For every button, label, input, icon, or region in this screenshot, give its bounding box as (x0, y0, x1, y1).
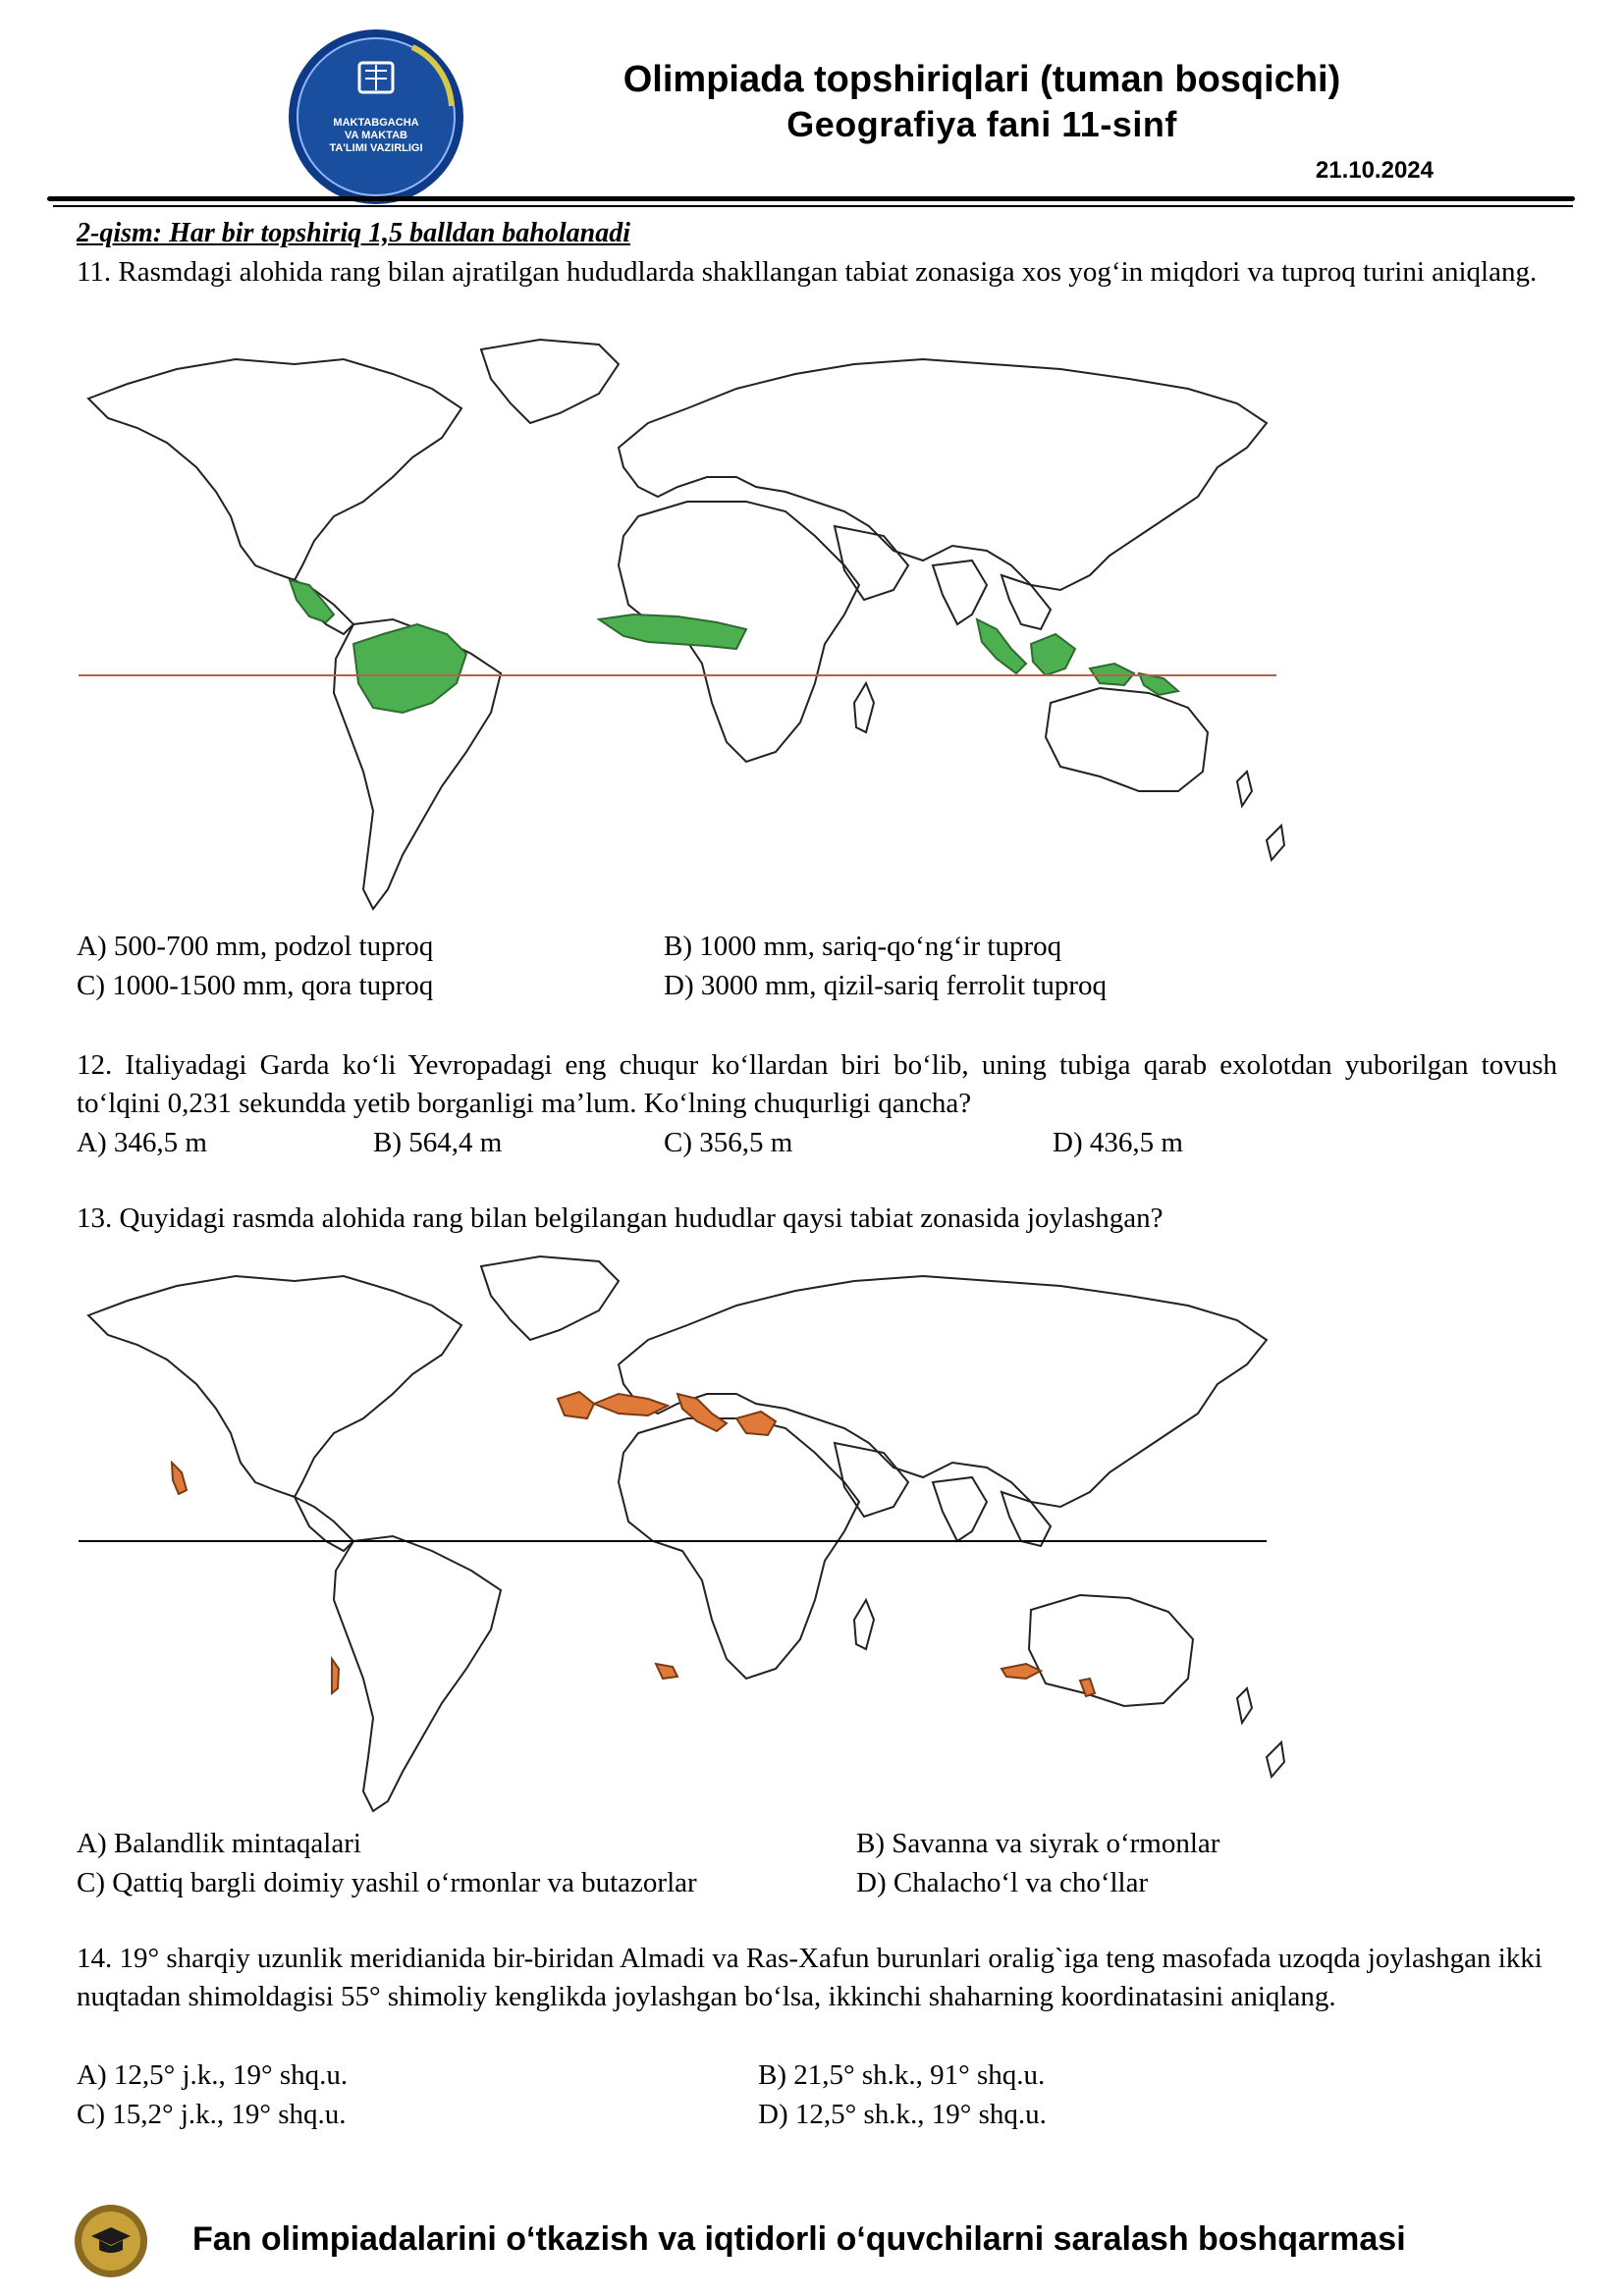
q13-option-d: D) Chalacho‘l va cho‘llar (856, 1867, 1149, 1898)
title-line-1: Olimpiada topshiriqlari (tuman bosqichi) (623, 59, 1341, 100)
question-14-text: 14. 19° sharqiy uzunlik meridianida bir-biridan Almadi va Ras-Xafun burunlari oralig`iga teng masofada uzoqda joylashgan ikki nuqtadan shimoldagisi 55° shimoliy kenglikda joylashgan bo‘lsa, ikkinchi shaharning koordinatasini aniqlang. (77, 1943, 1543, 2012)
q11-option-a: A) 500-700 mm, podzol tuproq (77, 931, 434, 962)
q12-option-b: B) 564,4 m (373, 1127, 503, 1158)
q14-option-b: B) 21,5° sh.k., 91° shq.u. (758, 2059, 1046, 2091)
header-rule (47, 196, 1575, 201)
q11-option-c: C) 1000-1500 mm, qora tuproq (77, 970, 434, 1001)
q12-option-d: D) 436,5 m (1053, 1127, 1183, 1158)
section-title: 2-qism: Har bir topshiriq 1,5 balldan baholanadi (77, 218, 630, 248)
ministry-logo (287, 27, 465, 206)
question-11-text: 11. Rasmdagi alohida rang bilan ajratilgan hududlarda shakllangan tabiat zonasiga xos yog‘in miqdori va tuproq turini aniqlang. (77, 256, 1538, 288)
title-line-2: Geografiya fani 11-sinf (786, 104, 1177, 144)
q11-option-b: B) 1000 mm, sariq-qo‘ng‘ir tuproq (664, 931, 1062, 962)
world-map-mediterranean (69, 1247, 1286, 1816)
logo-line-2: VA MAKTAB (345, 130, 407, 141)
q12-option-a: A) 346,5 m (77, 1127, 207, 1158)
q13-option-b: B) Savanna va siyrak o‘rmonlar (856, 1828, 1220, 1859)
question-13-text: 13. Quyidagi rasmda alohida rang bilan belgilangan hududlar qaysi tabiat zonasida joylashgan? (77, 1202, 1164, 1234)
q11-option-d: D) 3000 mm, qizil-sariq ferrolit tuproq (664, 970, 1108, 1001)
date: 21.10.2024 (1315, 157, 1434, 184)
q13-option-a: A) Balandlik mintaqalari (77, 1828, 361, 1859)
q14-option-c: C) 15,2° j.k., 19° shq.u. (77, 2099, 347, 2130)
q13-option-c: C) Qattiq bargli doimiy yashil o‘rmonlar va butazorlar (77, 1867, 697, 1898)
logo-line-1: MAKTABGACHA (333, 117, 419, 129)
q12-option-c: C) 356,5 m (664, 1127, 793, 1158)
logo-line-3: TA'LIMI VAZIRLIGI (329, 142, 423, 154)
q14-option-d: D) 12,5° sh.k., 19° shq.u. (758, 2099, 1047, 2130)
footer-text: Fan olimpiadalarini o‘tkazish va iqtidorli o‘quvchilarni saralash boshqarmasi (192, 2220, 1406, 2258)
q14-option-a: A) 12,5° j.k., 19° shq.u. (77, 2059, 349, 2091)
question-12-text: 12. Italiyadagi Garda ko‘li Yevropadagi eng chuqur ko‘llardan biri bo‘lib, uning tubiga qarab exolotdan yuborilgan tovush to‘lqini 0,231 sekundda yetib borganligi ma’lum. Ko‘lning chuqurligi qancha? (77, 1049, 1557, 1119)
header-rule-thin (53, 205, 1573, 207)
graduation-cap-emblem-icon (73, 2203, 149, 2279)
world-map-rainforest (69, 330, 1286, 923)
